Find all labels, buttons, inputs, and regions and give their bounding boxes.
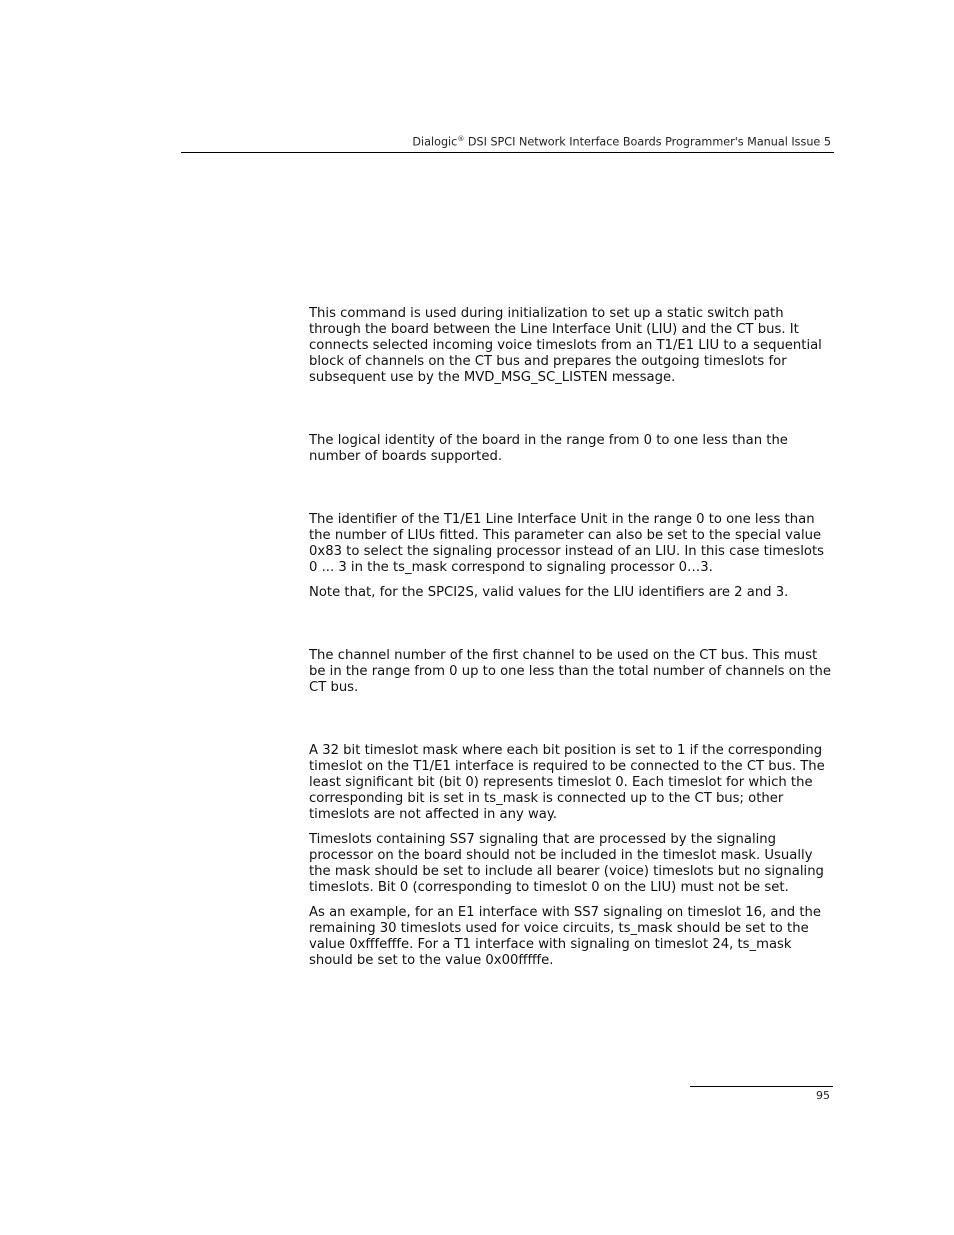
footer-rule [690, 1086, 833, 1087]
channel-paragraph: The channel number of the first channel to be used on the CT bus. This must be in the range from 0 up to one less than the total number of channels on the CT bus. [309, 648, 831, 696]
running-header [181, 132, 831, 150]
header-title: DSI SPCI Network Interface Boards Programmer's Manual Issue 5 [464, 135, 831, 149]
header-rule [181, 152, 834, 153]
page-number: 95 [816, 1089, 830, 1102]
ts-mask-paragraph-3: As an example, for an E1 interface with SS7 signaling on timeslot 16, and the remaining 30 timeslots used for voice circuits, ts_mask should be set to the value 0xfffefffe. For a T1 interface with signaling on timeslot 24, ts_mask should be set to the value 0x00fffffe. [309, 905, 822, 969]
description-paragraph: This command is used during initialization to set up a static switch path through the board between the Line Interface Unit (LIU) and the CT bus. It connects selected incoming voice timeslots from an T1/E1 LIU to a sequential block of channels on the CT bus and prepares the outgoing timeslots for subsequent use by the MVD_MSG_SC_LISTEN message. [309, 306, 822, 386]
liu-note-paragraph: Note that, for the SPCI2S, valid values for the LIU identifiers are 2 and 3. [309, 585, 789, 600]
registered-mark: ® [457, 135, 465, 143]
board-id-paragraph: The logical identity of the board in the range from 0 to one less than the number of boards supported. [309, 433, 788, 465]
header-brand: Dialogic [412, 135, 458, 149]
ts-mask-paragraph-2: Timeslots containing SS7 signaling that are processed by the signaling processor on the board should not be included in the timeslot mask. Usually the mask should be set to include all bearer (voice) timeslots but no signaling timeslots. Bit 0 (corresponding to timeslot 0 on the LIU) must not be set. [309, 832, 824, 896]
liu-id-paragraph: The identifier of the T1/E1 Line Interface Unit in the range 0 to one less than the number of LIUs fitted. This parameter can also be set to the special value 0x83 to select the signaling processor instead of an LIU. In this case timeslots 0 ... 3 in the ts_mask correspond to signaling processor 0…3. [309, 512, 825, 576]
ts-mask-paragraph-1: A 32 bit timeslot mask where each bit position is set to 1 if the corresponding timeslot on the T1/E1 interface is required to be connected to the CT bus. The least significant bit (bit 0) represents timeslot 0. Each timeslot for which the corresponding bit is set in ts_mask is connected up to the CT bus; other timeslots are not affected in any way. [309, 743, 825, 823]
